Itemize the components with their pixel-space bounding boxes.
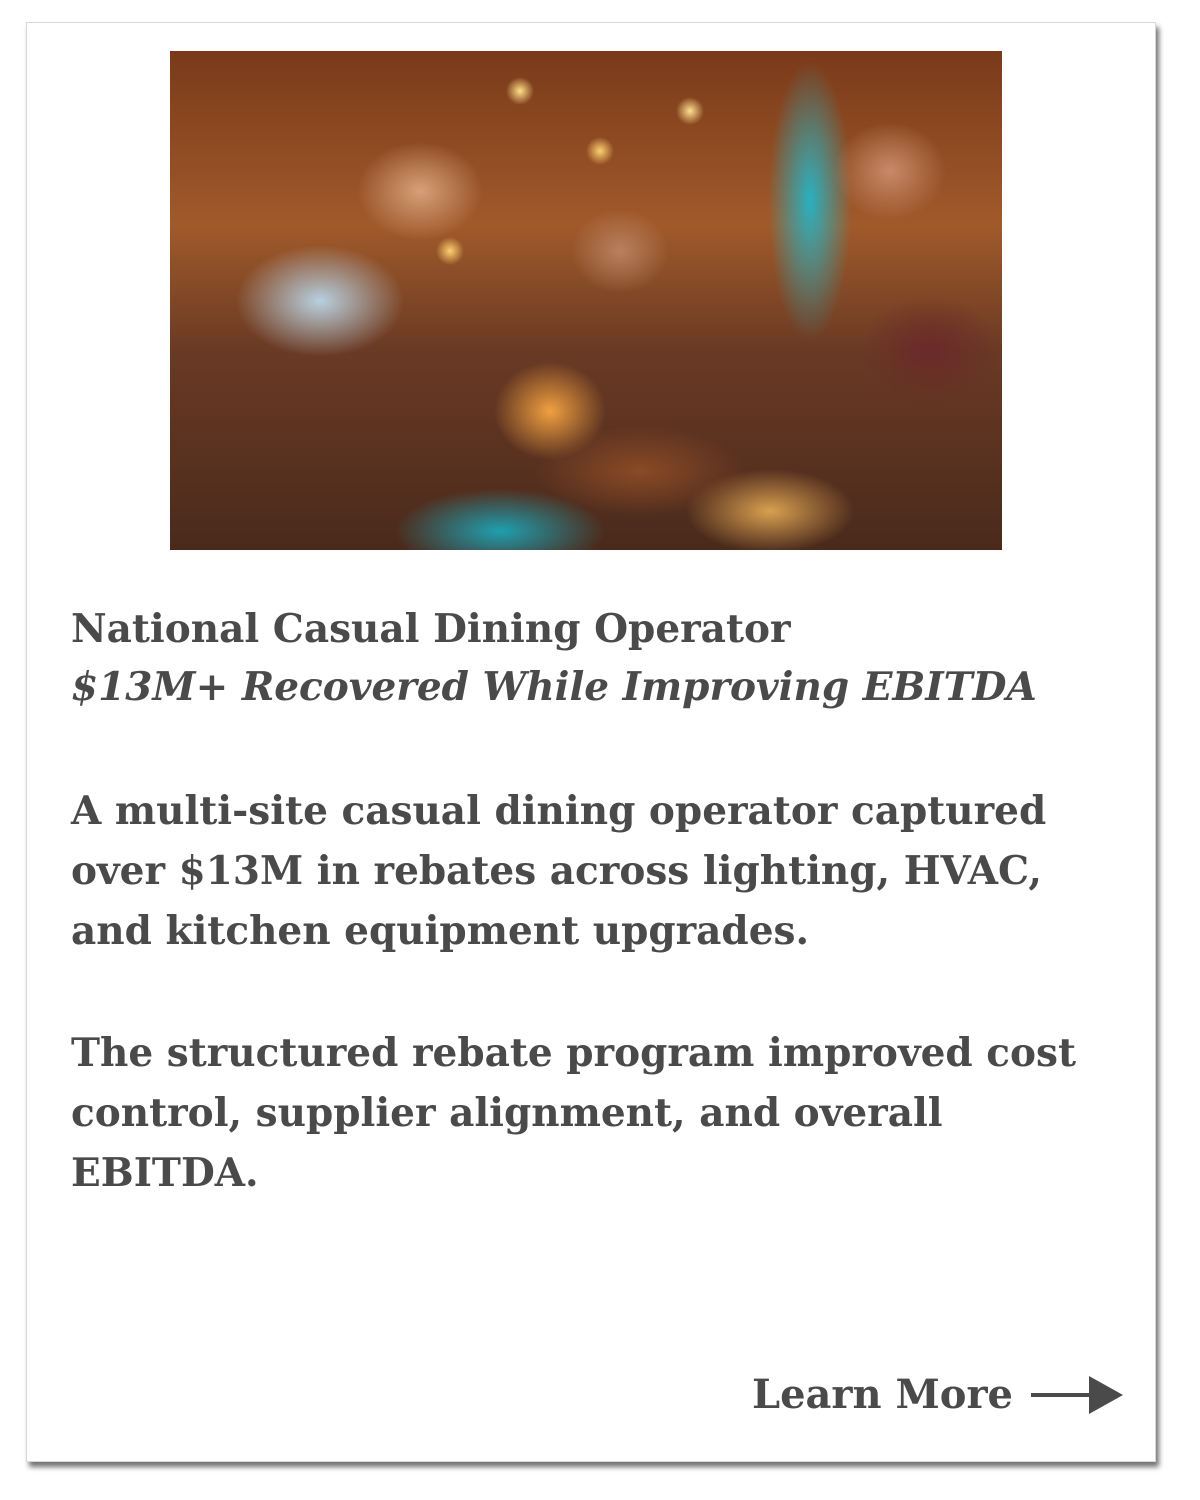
card-subtitle: $13M+ Recovered While Improving EBITDA xyxy=(71,664,1037,710)
description-paragraph: A multi-site casual dining operator captured over $13M in rebates across lighting, HVAC, and kitchen equipment upgrades. xyxy=(71,788,1047,954)
learn-more-link[interactable] xyxy=(752,1371,1123,1418)
description-paragraph: The structured rebate program improved cost control, supplier alignment, and overall EBITDA. xyxy=(71,1030,1076,1196)
card-title: National Casual Dining Operator xyxy=(71,606,791,652)
learn-more-label: Learn More xyxy=(751,1371,1013,1418)
restaurant-photo xyxy=(170,51,1002,550)
arrow-right-icon xyxy=(1031,1374,1123,1416)
case-study-card xyxy=(26,22,1156,1462)
